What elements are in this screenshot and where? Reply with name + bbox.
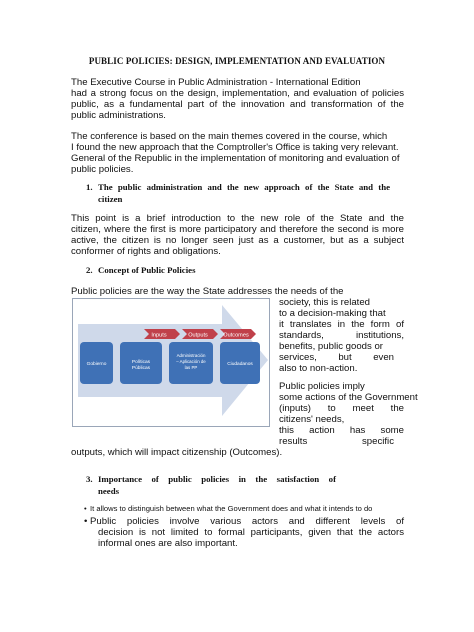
document-title: PUBLIC POLICIES: DESIGN, IMPLEMENTATION AND EVALUATION <box>88 56 386 66</box>
box-administracion <box>169 342 213 384</box>
section-2-right2-line-2: some actions of the Government <box>279 392 418 403</box>
conference-line-3: General of the Republic in the implementation of monitoring and evaluation of <box>71 153 400 164</box>
svg-text:Administración: Administración <box>176 353 206 358</box>
section-1-para-line-2: citizen, where the first is more participatory and therefore the second is more <box>71 224 404 235</box>
bullet-2-line-3: informal ones are also important. <box>98 538 238 549</box>
section-2-right-line-7: also to non-action. <box>279 363 358 374</box>
section-1-number: 1. <box>86 182 93 192</box>
section-3-heading-line-1: Importance of public policies in the satisfaction of <box>98 474 336 484</box>
svg-text:Inputs: Inputs <box>151 332 167 339</box>
section-2-right-line-4: standards, institutions, <box>279 330 404 341</box>
section-3-heading-line-2: needs <box>98 486 120 496</box>
tag-inputs <box>144 329 180 339</box>
section-2-right-line-3: it translates in the form of <box>279 319 404 330</box>
svg-text:Outputs: Outputs <box>188 332 208 339</box>
section-2-right-line-6: services, but even <box>279 352 394 363</box>
section-2-right2-line-3: (inputs) to meet the <box>279 403 404 414</box>
bullet-2-marker: • <box>84 516 88 527</box>
bullet-1-marker: • <box>84 504 87 513</box>
section-1-para-line-1: This point is a brief introduction to the new role of the State and the <box>71 213 404 224</box>
section-1-para-line-3: active, the citizen is no longer seen just as a customer, but as a subject <box>71 235 404 246</box>
section-2-right-line-2: to a decision-making that <box>279 308 386 319</box>
section-1-heading-line-1: The public administration and the new approach of the State and the <box>98 182 390 192</box>
intro-line-2: had a strong focus on the design, implementation, and evaluation of policies <box>71 88 404 99</box>
box-ciudadanos <box>220 342 260 384</box>
section-1-heading-line-2: citizen <box>98 194 123 204</box>
svg-text:Públicas: Públicas <box>131 366 151 371</box>
section-2-para-end: outputs, which will impact citizenship (Outcomes). <box>71 447 283 458</box>
svg-text:Gobierno: Gobierno <box>86 362 107 367</box>
section-2-right2-line-5: this action has some <box>279 425 404 436</box>
svg-text:Políticas: Políticas <box>131 360 151 365</box>
intro-line-1: The Executive Course in Public Administration - International Edition <box>71 77 361 88</box>
section-2-right2-line-6: results specific <box>279 436 394 447</box>
svg-text:las PP: las PP <box>184 365 198 370</box>
section-3-number: 3. <box>86 474 93 484</box>
conference-line-2: I found the new approach that the Comptroller's Office is taking very relevant. <box>71 142 399 153</box>
conference-line-1: The conference is based on the main themes covered in the course, which <box>71 131 388 142</box>
svg-text:Ciudadanos: Ciudadanos <box>227 362 253 367</box>
policy-cycle-diagram <box>72 298 270 427</box>
section-2-right-line-1: society, this is related <box>279 297 370 308</box>
box-politicas-publicas <box>120 342 162 384</box>
intro-line-3: public, as a fundamental part of the innovation and transformation of the <box>71 99 404 110</box>
section-1-para-line-4: conformer of rights and obligations. <box>71 246 221 257</box>
section-2-right-line-5: benefits, public goods or <box>279 341 383 352</box>
bullet-2-line-2: decision is not limited to formal participants, given that the actors <box>98 527 404 538</box>
section-2-heading: Concept of Public Policies <box>98 265 196 275</box>
section-2-right2-line-4: citizens' needs, <box>279 414 345 425</box>
bullet-2-line-1: Public policies involve various actors and different levels of <box>90 516 404 527</box>
section-2-right2-line-1: Public policies imply <box>279 381 365 392</box>
section-2-para-line-1: Public policies are the way the State addresses the needs of the <box>71 286 344 297</box>
section-2-number: 2. <box>86 265 93 275</box>
bullet-1-text: It allows to distinguish between what the Government does and what it intends to do <box>90 504 373 513</box>
intro-line-4: public administrations. <box>71 110 166 121</box>
tag-outcomes <box>220 329 256 339</box>
svg-text:– Aplicación de: – Aplicación de <box>176 359 206 364</box>
box-gobierno <box>80 342 113 384</box>
conference-line-4: public policies. <box>71 164 134 175</box>
svg-text:Outcomes: Outcomes <box>223 332 249 339</box>
tag-outputs <box>182 329 218 339</box>
